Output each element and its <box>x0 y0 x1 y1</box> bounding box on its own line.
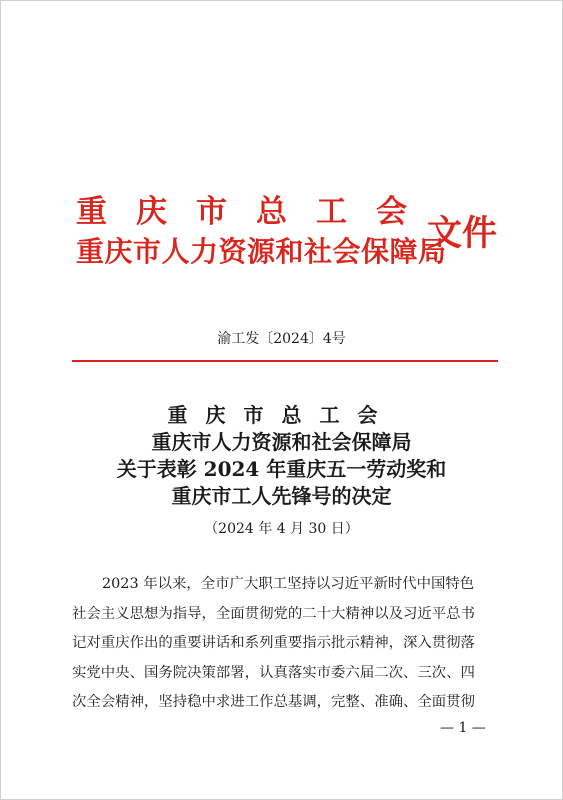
body-line: 记对重庆作出的重要讲话和系列重要指示批示精神，深入贯彻落 <box>72 635 475 651</box>
issuer-name-hr-bureau: 重庆市人力资源和社会保障局 <box>76 235 447 268</box>
body-line: 实党中央、国务院决策部署，认真落实市委六届二次、三次、四 <box>72 664 475 681</box>
document-header-suffix: 文件 <box>427 213 498 254</box>
issuer-name-trade-union: 重庆市总工会 <box>76 194 436 230</box>
body-line: 2023 年以来，全市广大职工坚持以习近平新时代中国特色 <box>102 576 475 592</box>
red-divider-line <box>72 360 498 362</box>
document-title <box>0 402 563 510</box>
body-line: 社会主义思想为指导，全面贯彻党的二十大精神以及习近平总书 <box>72 605 475 622</box>
body-paragraph <box>72 570 500 718</box>
document-number: 渝工发〔2024〕4号 <box>217 331 346 347</box>
title-line-3: 关于表彰 2024 年重庆五一劳动奖和 <box>116 457 447 481</box>
title-line-4: 重庆市工人先锋号的决定 <box>171 484 392 508</box>
decision-date: （2024 年 4 月 30 日） <box>204 521 359 537</box>
page-number: — 1 — <box>440 720 486 736</box>
body-line: 次全会精神，坚持稳中求进工作总基调，完整、准确、全面贯彻 <box>72 694 475 710</box>
title-line-2: 重庆市人力资源和社会保障局 <box>151 430 412 454</box>
title-line-1: 重庆市总工会 <box>167 403 396 427</box>
